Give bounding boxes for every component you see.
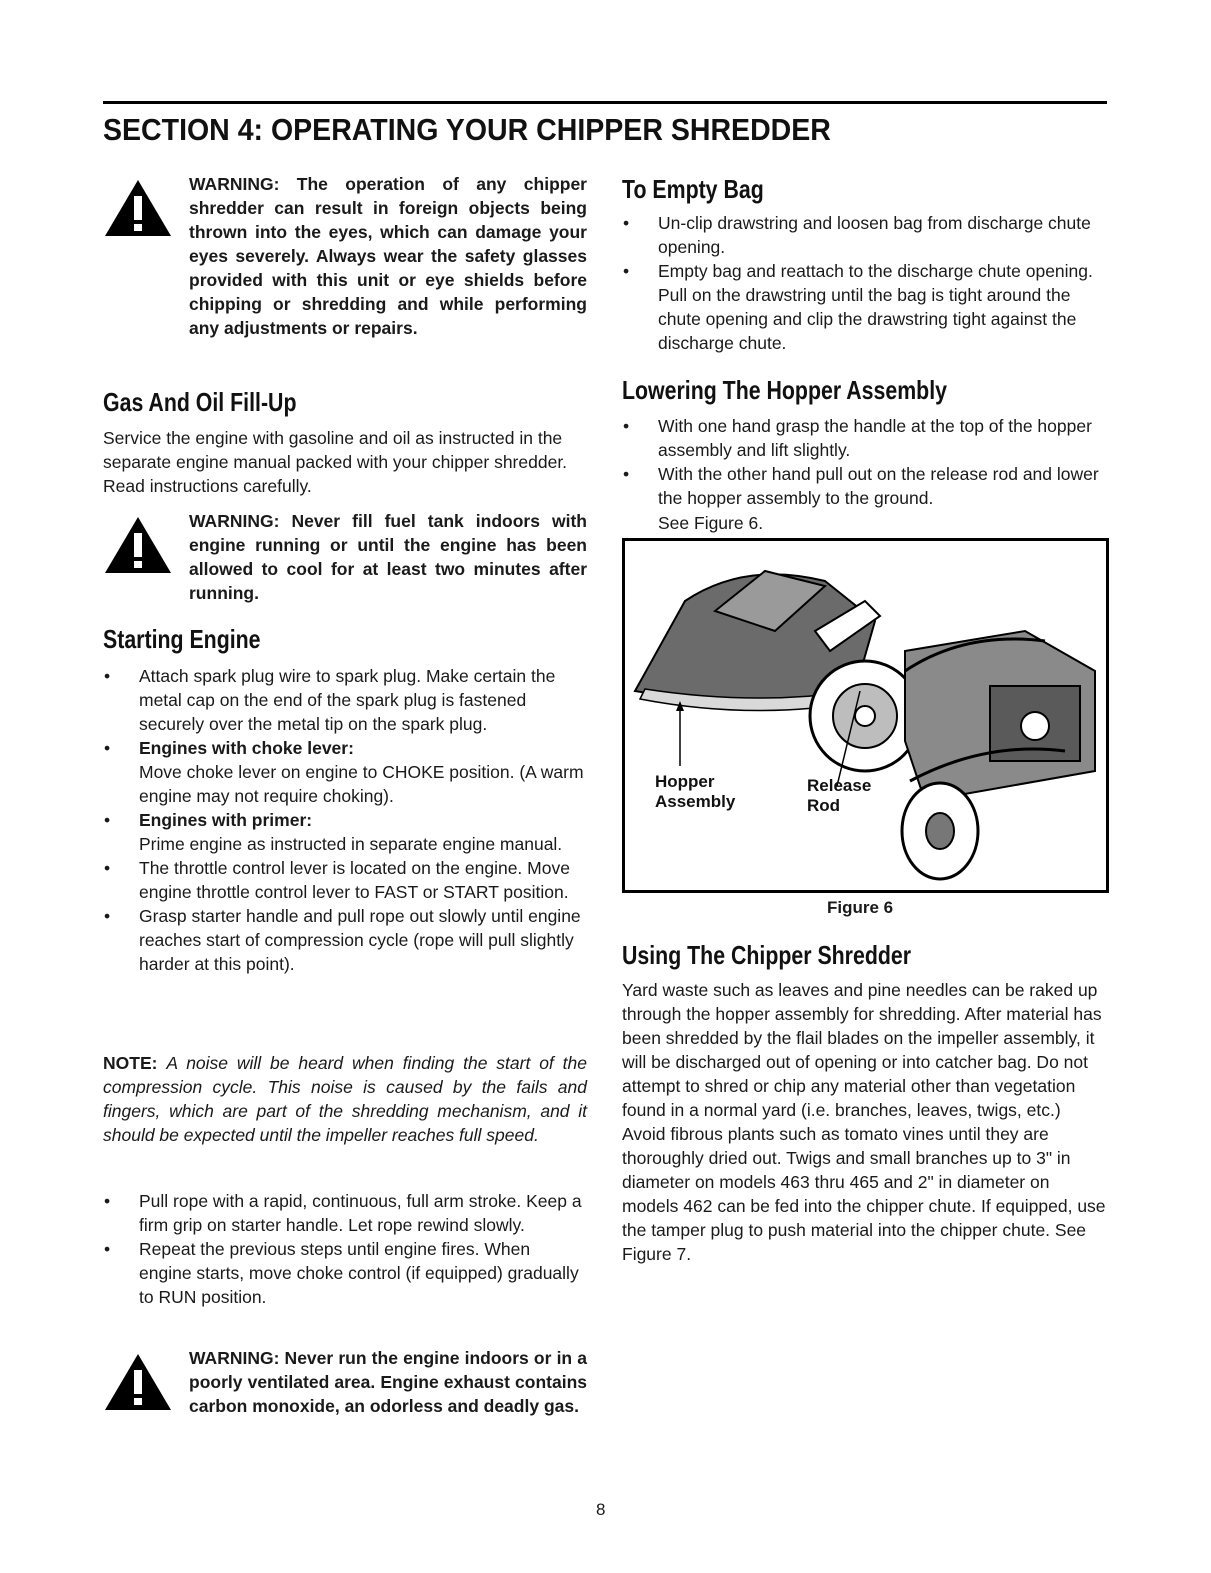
label-release: Release (807, 776, 872, 795)
heading-gas-oil: Gas And Oil Fill-Up (103, 387, 297, 417)
warning-triangle-icon (103, 178, 173, 238)
list-item: • With the other hand pull out on the release rod and lower the hopper assembly to the ground. (623, 464, 1099, 508)
warning-eye-safety (103, 172, 587, 362)
list-item: • Grasp starter handle and pull rope out slowly until engine reaches start of compression cycle (rope will pull slightly harder at this point). (104, 906, 581, 974)
list-item: • Engines with choke lever: Move choke lever on engine to CHOKE position. (A warm engine may not require choking). (104, 738, 584, 806)
warning-text: WARNING: Never run the engine indoors or in a poorly ventilated area. Engine exhaust contains carbon monoxide, an odorless and deadly gas. (189, 1348, 587, 1416)
list-item: • Empty bag and reattach to the discharge chute opening. Pull on the drawstring until the bag is tight around the chute opening and clip the drawstring tight against the discharge chute. (623, 261, 1093, 353)
gas-body: Service the engine with gasoline and oil as instructed in the separate engine manual packed with your chipper shredder. Read instructions carefully. (103, 428, 568, 496)
list-item: • Un-clip drawstring and loosen bag from discharge chute opening. (623, 213, 1091, 257)
starting-engine-list (103, 664, 587, 976)
bullet-icon: • (104, 858, 111, 878)
note-paragraph (103, 1051, 587, 1147)
empty-bag-list (622, 211, 1107, 355)
bullet-icon: • (623, 416, 630, 436)
warning-triangle-icon (103, 515, 173, 575)
label-rod: Rod (807, 796, 841, 815)
note-text: A noise will be heard when finding the start of the compression cycle. This noise is caused by the fails and fingers, which are part of the shredding mechanism, and it should be expected until the impeller reaches full speed. (103, 1053, 587, 1145)
bullet-icon: • (623, 261, 630, 281)
heading-empty-bag: To Empty Bag (622, 174, 764, 204)
warning-triangle-icon (103, 1352, 173, 1412)
lowering-hopper-list (622, 414, 1107, 510)
chipper-shredder-illustration (625, 541, 1106, 890)
bullet-icon: • (104, 666, 111, 686)
bullet-icon: • (623, 213, 630, 233)
list-item: • The throttle control lever is located on the engine. Move engine throttle control lever to FAST or START position. (104, 858, 570, 902)
page-number: 8 (596, 1500, 606, 1519)
warning-text: WARNING: Never fill fuel tank indoors with engine running or until the engine has been allowed to cool for at least two minutes after running. (189, 511, 587, 603)
list-item: • With one hand grasp the handle at the top of the hopper assembly and lift slightly. (623, 416, 1092, 460)
label-hopper: Hopper (655, 772, 715, 791)
label-assembly: Assembly (655, 792, 736, 811)
bullet-icon: • (623, 464, 630, 484)
see-figure-6: See Figure 6. (658, 513, 764, 533)
heading-using-chipper: Using The Chipper Shredder (622, 940, 912, 970)
bullet-icon: • (104, 906, 111, 926)
list-item: • Engines with primer: Prime engine as instructed in separate engine manual. (104, 810, 563, 854)
figure-6 (622, 538, 1109, 893)
section-title: SECTION 4: OPERATING YOUR CHIPPER SHREDDER (103, 112, 831, 147)
heading-lowering-hopper: Lowering The Hopper Assembly (622, 375, 947, 405)
heading-starting-engine: Starting Engine (103, 624, 261, 654)
warning-text: WARNING: The operation of any chipper shredder can result in foreign objects being thrown into the eyes, which can damage your eyes severely. Always wear the safety glasses provided with this unit or eye shields before chipping or shredding and while performing any adjustments or repairs. (189, 174, 587, 338)
figure-caption: Figure 6 (827, 898, 894, 917)
list-item: • Pull rope with a rapid, continuous, full arm stroke. Keep a firm grip on starter handle. Let rope rewind slowly. (104, 1191, 582, 1235)
list-item: • Attach spark plug wire to spark plug. Make certain the metal cap on the end of the spark plug is fastened securely over the metal tip on the spark plug. (104, 666, 556, 734)
bullet-icon: • (104, 1191, 111, 1211)
bullet-icon: • (104, 738, 111, 758)
using-body: Yard waste such as leaves and pine needles can be raked up through the hopper assembly for shredding. After material has been shredded by the flail blades on the impeller assembly, it will be discharged out of opening or into catcher bag. Do not attempt to shred or chip any material other than vegetation found in a normal yard (i.e. branches, leaves, twigs, etc.) Avoid fibrous plants such as tomato vines until they are thoroughly dried out. Twigs and small branches up to 3" in diameter on models 463 thru 465 and 2" in diameter on models 462 can be fed into the chipper chute. If equipped, use the tamper plug to push material into the chipper chute. See Figure 7. (622, 980, 1106, 1264)
list-item: • Repeat the previous steps until engine fires. When engine starts, move choke control (if equipped) gradually to RUN position. (104, 1239, 579, 1307)
warning-ventilation (103, 1346, 587, 1446)
bullet-icon: • (104, 810, 111, 830)
starting-engine-list-2 (103, 1189, 587, 1309)
warning-fuel (103, 509, 587, 609)
bullet-icon: • (104, 1239, 111, 1259)
note-label: NOTE: (103, 1053, 158, 1073)
top-rule (103, 101, 1107, 104)
